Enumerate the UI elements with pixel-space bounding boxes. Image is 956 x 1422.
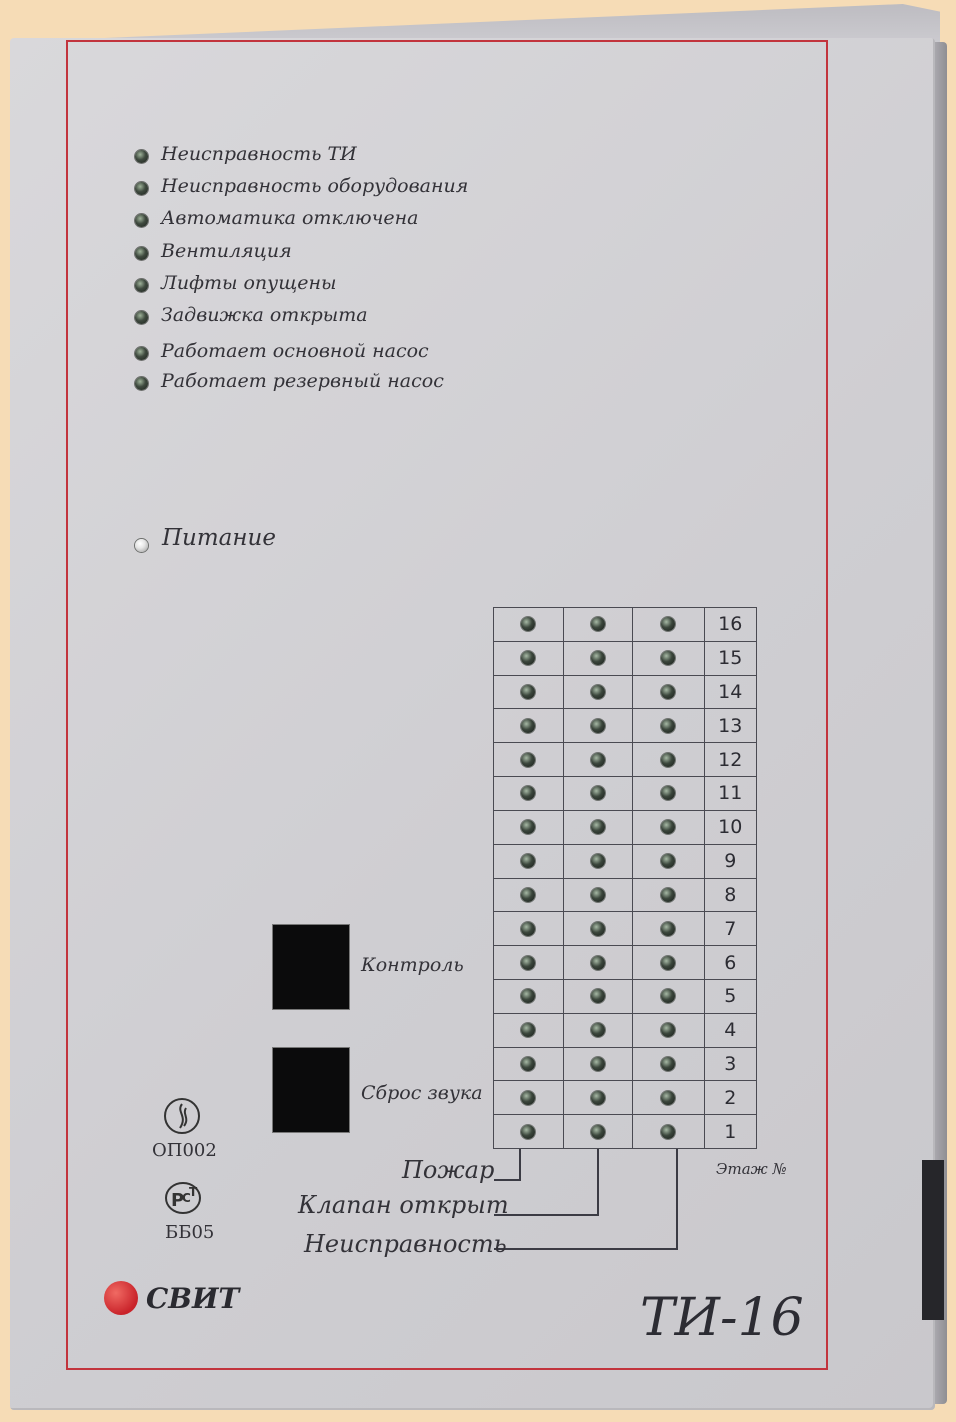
valve-cell	[563, 878, 633, 912]
indicator-label: Неисправность ТИ	[161, 143, 357, 165]
fire-led	[521, 888, 535, 902]
fire-cell	[494, 878, 564, 912]
valve-open-label: Клапан открыт	[298, 1191, 509, 1219]
fault-led	[661, 1023, 675, 1037]
valve-cell	[563, 608, 633, 642]
indicator-led	[135, 311, 148, 324]
valve-cell	[563, 1047, 633, 1081]
floor-number: 10	[704, 810, 756, 844]
valve-leader-horizontal	[494, 1214, 599, 1216]
fault-cell	[633, 1013, 704, 1047]
valve-open-led	[591, 989, 605, 1003]
fire-led	[521, 1057, 535, 1071]
fault-led	[661, 617, 675, 631]
indicator-led	[135, 347, 148, 360]
valve-open-led	[591, 685, 605, 699]
bb-cert-label: ББ05	[165, 1222, 215, 1243]
floor-number: 7	[704, 912, 756, 946]
svg-text:Т: Т	[189, 1185, 198, 1199]
floor-number: 8	[704, 878, 756, 912]
floor-number: 11	[704, 777, 756, 811]
valve-open-led	[591, 1091, 605, 1105]
indicator-label: Работает основной насос	[161, 340, 429, 362]
fault-led	[661, 854, 675, 868]
floor-row	[494, 810, 757, 844]
floor-row	[494, 1047, 757, 1081]
floor-row	[494, 1081, 757, 1115]
fault-led	[661, 1091, 675, 1105]
fire-cell	[494, 608, 564, 642]
indicator-led	[135, 182, 148, 195]
fault-led	[661, 956, 675, 970]
fire-cell	[494, 1081, 564, 1115]
fault-cell	[633, 675, 704, 709]
fault-cell	[633, 844, 704, 878]
fire-cell	[494, 777, 564, 811]
fire-led	[521, 820, 535, 834]
fault-cell	[633, 1047, 704, 1081]
floor-row	[494, 743, 757, 777]
indicator-led	[135, 377, 148, 390]
indicator-label: Вентиляция	[161, 240, 292, 262]
floor-number: 3	[704, 1047, 756, 1081]
mute-button[interactable]	[273, 1048, 349, 1132]
fault-cell	[633, 743, 704, 777]
floor-number: 5	[704, 979, 756, 1013]
floor-number: 12	[704, 743, 756, 777]
device-top-edge	[10, 4, 940, 42]
floor-row	[494, 878, 757, 912]
valve-open-led	[591, 753, 605, 767]
fault-cell	[633, 878, 704, 912]
fire-cell	[494, 1047, 564, 1081]
floor-row	[494, 709, 757, 743]
valve-cell	[563, 844, 633, 878]
fire-leader-vertical	[519, 1149, 521, 1180]
brand-name: СВИТ	[146, 1282, 240, 1315]
fault-led	[661, 753, 675, 767]
floor-grid	[493, 607, 757, 1149]
floor-row	[494, 777, 757, 811]
fault-led	[661, 820, 675, 834]
valve-open-led	[591, 786, 605, 800]
valve-open-led	[591, 1125, 605, 1139]
fire-led	[521, 922, 535, 936]
fire-cell	[494, 946, 564, 980]
valve-open-led	[591, 854, 605, 868]
fault-led	[661, 786, 675, 800]
fire-leader-horizontal	[494, 1179, 521, 1181]
fire-led	[521, 719, 535, 733]
side-sticker	[922, 1160, 944, 1320]
fault-cell	[633, 608, 704, 642]
floor-row	[494, 675, 757, 709]
fire-cell	[494, 1115, 564, 1149]
fire-cell	[494, 743, 564, 777]
valve-open-led	[591, 820, 605, 834]
floor-row	[494, 1013, 757, 1047]
fire-cert-icon	[162, 1096, 202, 1136]
floor-row	[494, 979, 757, 1013]
valve-cell	[563, 743, 633, 777]
floor-number: 6	[704, 946, 756, 980]
fire-cell	[494, 844, 564, 878]
fault-cell	[633, 810, 704, 844]
valve-cell	[563, 777, 633, 811]
fault-cell	[633, 1115, 704, 1149]
indicator-led	[135, 214, 148, 227]
fire-cell	[494, 1013, 564, 1047]
fault-cell	[633, 979, 704, 1013]
fire-led	[521, 1125, 535, 1139]
fault-led	[661, 651, 675, 665]
valve-cell	[563, 709, 633, 743]
svg-text:С: С	[182, 1191, 191, 1205]
fire-cell	[494, 641, 564, 675]
valve-open-led	[591, 888, 605, 902]
floor-row	[494, 844, 757, 878]
fire-led	[521, 956, 535, 970]
floor-number: 2	[704, 1081, 756, 1115]
valve-cell	[563, 641, 633, 675]
floor-row	[494, 1115, 757, 1149]
fire-led	[521, 753, 535, 767]
floor-number: 16	[704, 608, 756, 642]
fire-label: Пожар	[402, 1156, 495, 1184]
indicator-label: Работает резервный насос	[161, 370, 444, 392]
indicator-label: Задвижка открыта	[161, 304, 368, 326]
valve-cell	[563, 912, 633, 946]
power-label: Питание	[162, 525, 276, 551]
valve-open-led	[591, 956, 605, 970]
fire-led	[521, 1091, 535, 1105]
fire-led	[521, 989, 535, 1003]
fault-led	[661, 989, 675, 1003]
fault-leader-vertical	[676, 1149, 678, 1249]
valve-open-led	[591, 1023, 605, 1037]
fire-cell	[494, 675, 564, 709]
fire-cell	[494, 709, 564, 743]
model-name: ТИ-16	[640, 1288, 804, 1348]
fire-led	[521, 854, 535, 868]
floor-row	[494, 946, 757, 980]
valve-cell	[563, 1115, 633, 1149]
fault-label: Неисправность	[304, 1230, 507, 1258]
valve-cell	[563, 675, 633, 709]
floor-row	[494, 608, 757, 642]
indicator-led	[135, 247, 148, 260]
fault-cell	[633, 912, 704, 946]
valve-open-led	[591, 922, 605, 936]
indicator-label: Автоматика отключена	[161, 207, 419, 229]
fire-led	[521, 685, 535, 699]
valve-open-led	[591, 719, 605, 733]
fault-cell	[633, 777, 704, 811]
valve-cell	[563, 979, 633, 1013]
valve-cell	[563, 1081, 633, 1115]
fault-cell	[633, 641, 704, 675]
fault-cell	[633, 1081, 704, 1115]
fault-cell	[633, 946, 704, 980]
indicator-led	[135, 279, 148, 292]
fire-cell	[494, 912, 564, 946]
fire-led	[521, 1023, 535, 1037]
fault-led	[661, 888, 675, 902]
valve-cell	[563, 946, 633, 980]
valve-cell	[563, 810, 633, 844]
op-cert-label: ОП002	[152, 1140, 217, 1161]
valve-cell	[563, 1013, 633, 1047]
valve-open-led	[591, 1057, 605, 1071]
rst-cert-icon	[163, 1180, 203, 1216]
fire-cell	[494, 810, 564, 844]
fault-led	[661, 1057, 675, 1071]
svg-text:Р: Р	[171, 1190, 185, 1211]
floor-number: 13	[704, 709, 756, 743]
fault-led	[661, 1125, 675, 1139]
valve-open-led	[591, 651, 605, 665]
floor-row	[494, 912, 757, 946]
indicator-label: Неисправность оборудования	[161, 175, 469, 197]
control-button-label: Контроль	[361, 954, 464, 976]
fault-led	[661, 685, 675, 699]
valve-leader-vertical	[597, 1149, 599, 1216]
floor-row	[494, 641, 757, 675]
floor-number: 4	[704, 1013, 756, 1047]
fire-led	[521, 651, 535, 665]
fault-cell	[633, 709, 704, 743]
mute-button-label: Сброс звука	[361, 1082, 483, 1104]
floor-number: 14	[704, 675, 756, 709]
fire-led	[521, 617, 535, 631]
fault-led	[661, 719, 675, 733]
fire-led	[521, 786, 535, 800]
floor-column-label: Этаж №	[716, 1160, 787, 1178]
indicator-label: Лифты опущены	[161, 272, 337, 294]
control-button[interactable]	[273, 925, 349, 1009]
fault-led	[661, 922, 675, 936]
brand-logo-icon	[104, 1281, 138, 1315]
fire-cell	[494, 979, 564, 1013]
floor-number: 15	[704, 641, 756, 675]
floor-number: 1	[704, 1115, 756, 1149]
floor-number: 9	[704, 844, 756, 878]
power-led	[135, 539, 148, 552]
indicator-led	[135, 150, 148, 163]
valve-open-led	[591, 617, 605, 631]
fault-leader-horizontal	[494, 1248, 678, 1250]
